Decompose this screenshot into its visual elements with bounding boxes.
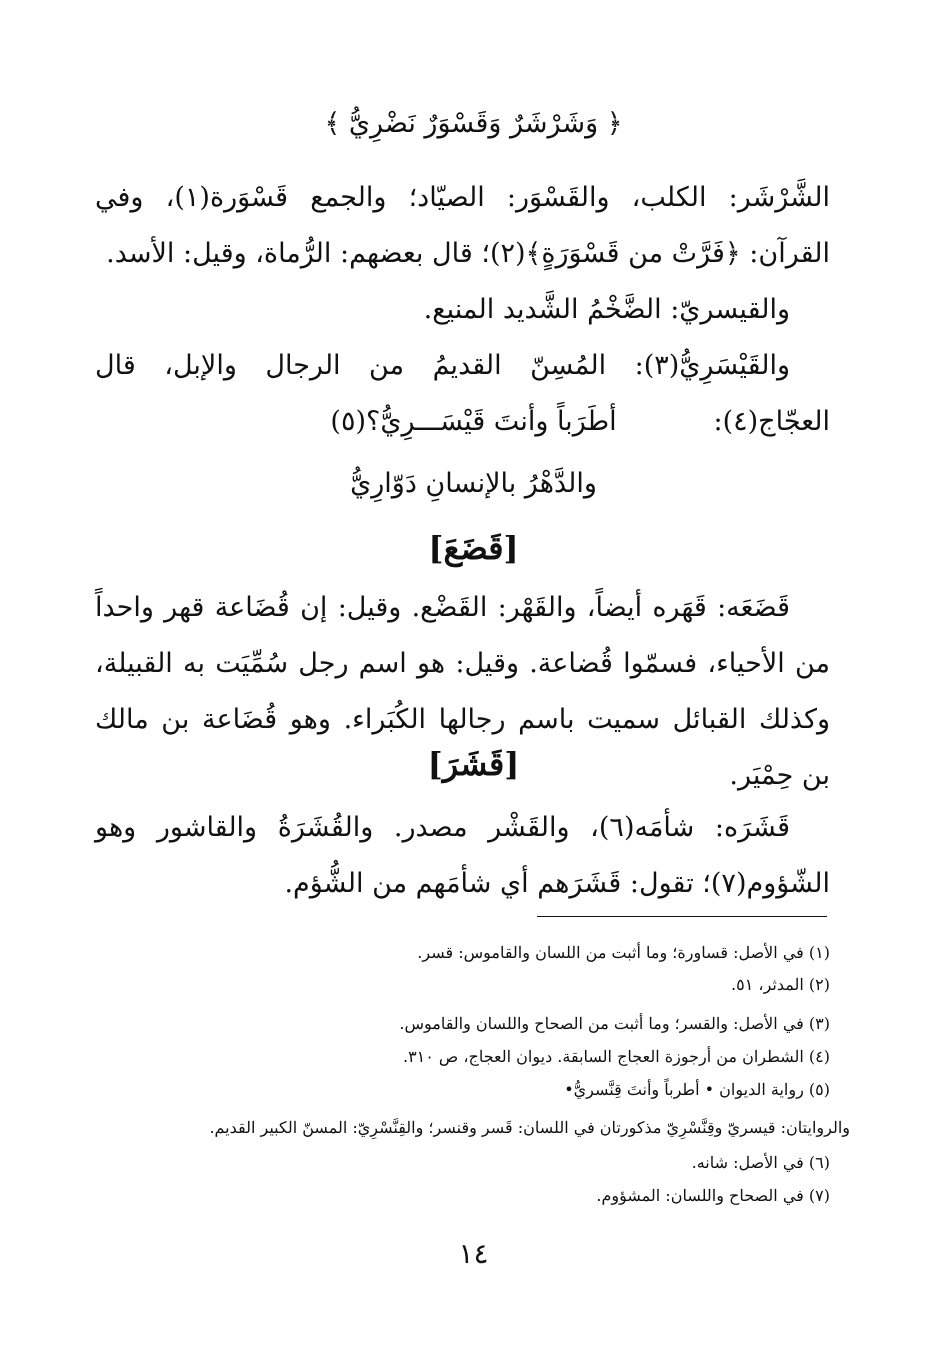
section-heading-qashar: [قَشَرَ] <box>427 745 520 783</box>
footnote-separator <box>537 916 827 917</box>
paragraph-qaysari-2: والقَيْسَرِيُّ(٣): المُسِنّ القديمُ من الرجال والإبل، قال العجّاج(٤): <box>95 350 830 437</box>
verse-line-2: والدَّهْرُ بالإنسانِ دَوّارِيُّ <box>350 468 597 499</box>
paragraph-qada: قَضَعَه: قَهَره أيضاً، والقَهْر: القَضْع. وقيل: إن قُضَاعة قهر واحداً من الأحياء، فسمّوا قُضاعة. وقيل: هو اسم رجل سُمِّيَت به القبيلة، وكذلك القبائل سميت باسم رجالها الكُبَراء. وهو قُضَاعة بن مالك بن حِمْيَر. <box>95 592 830 791</box>
top-verse: ﴿ وَشَرْشَرٌ وَقَسْوَرٌ نَضْرِيُّ ﴾ <box>324 108 623 139</box>
footnote-3: (٣) في الأصل: والقسر؛ وما أثبت من الصحاح واللسان والقاموس. <box>399 1014 830 1033</box>
footnote-7: (٧) في الصحاح واللسان: المشؤوم. <box>596 1186 830 1205</box>
footnote-4: (٤) الشطران من أرجوزة العجاج السابقة. ديوان العجاج، ص ٣١٠. <box>402 1047 830 1066</box>
paragraph-qashar: قَشَرَه: شأمَه(٦)، والقَشْر مصدر. والقُشَرَةُ والقاشور وهو الشّؤوم(٧)؛ تقول: قَشَرَهم أي شأمَهم من الشُّؤم. <box>95 812 830 899</box>
footnote-5-continuation: والروايتان: قيسريّ وقِنَّسْرِيّ مذكورتان في اللسان: قَسر وقنسر؛ والقِنَّسْرِيّ: المسنّ الكبير القديم. <box>209 1118 850 1137</box>
page-number: ١٤ <box>458 1237 489 1270</box>
footnote-6: (٦) في الأصل: شانه. <box>691 1153 830 1172</box>
paragraph-qaysari-1: والقيسريّ: الضَّخْمُ الشَّديد المنيع. <box>423 294 790 325</box>
section-heading-qada: [قَضَعَ] <box>428 529 519 567</box>
verse-line-1: أطَرَباً وأنتَ قَيْسَـــرِيُّ؟(٥) <box>330 406 617 437</box>
footnote-1: (١) في الأصل: قساورة؛ وما أثبت من اللسان والقاموس: قسر. <box>417 943 830 962</box>
footnote-2: (٢) المدثر، ٥١. <box>731 975 830 994</box>
paragraph-shurshur: الشَّرْشَر: الكلب، والقَسْوَر: الصيّاد؛ والجمع قَسْوَرة(١)، وفي القرآن: ﴿فَرَّتْ من قَسْوَرَةٍ﴾(٢)؛ قال بعضهم: الرُّماة، وقيل: الأسد. <box>95 182 830 269</box>
footnote-5: (٥) رواية الديوان • أطرباً وأنتَ قِنَّسريُّ• <box>564 1080 830 1099</box>
